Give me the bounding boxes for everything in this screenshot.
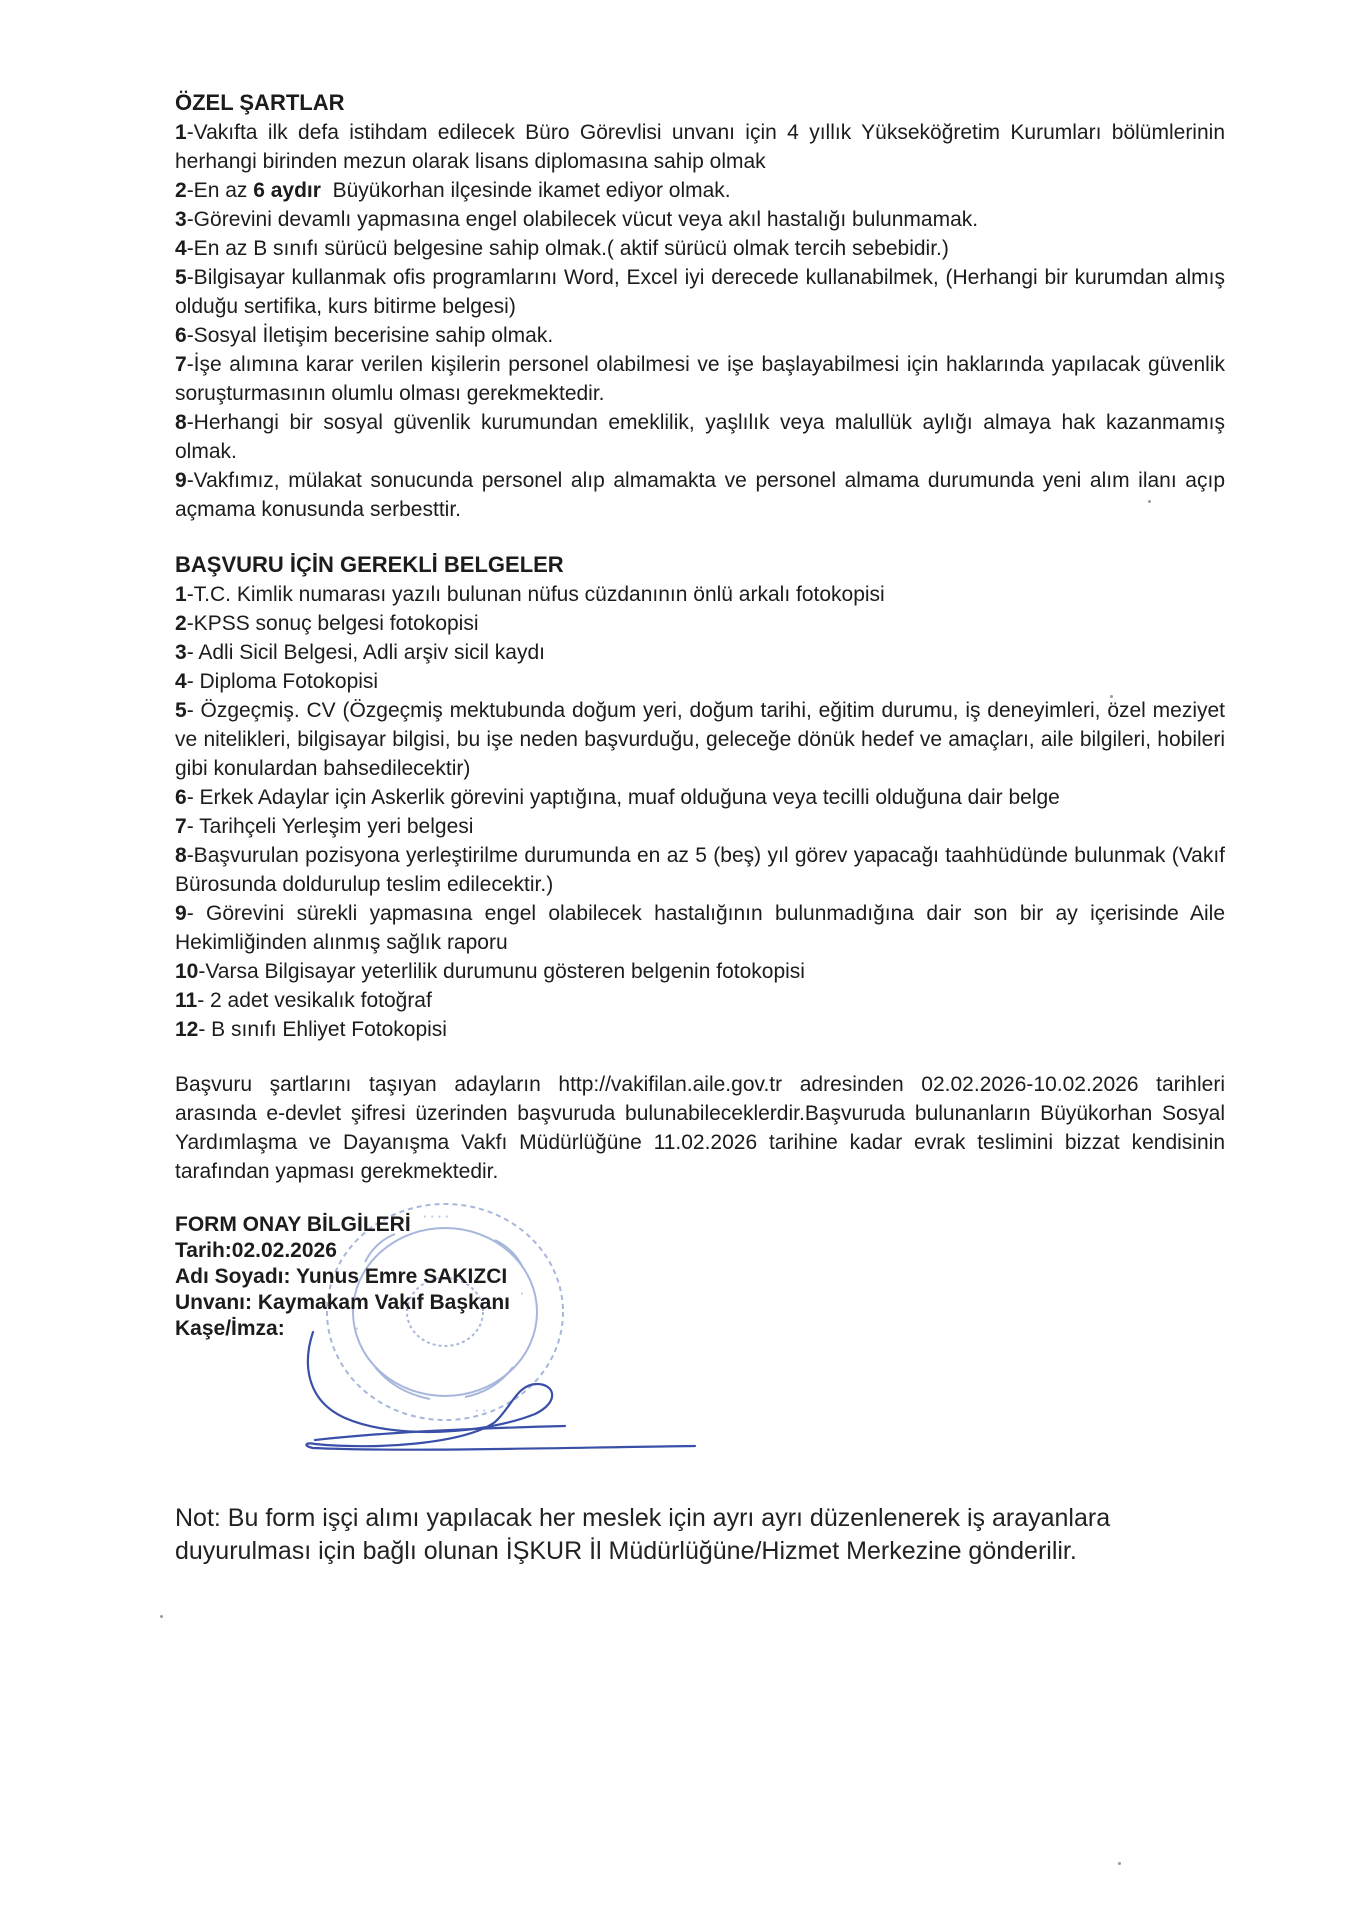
special-conditions-title: ÖZEL ŞARTLAR — [175, 90, 345, 115]
special-condition-item: 3-Görevini devamlı yapmasına engel olabilecek vücut veya akıl hastalığı bulunmamak. — [175, 208, 979, 231]
required-document-item: 9- Görevini sürekli yapmasına engel olabilecek hastalığının bulunmadığına dair son bir ay içerisinde Aile Hekimliğinden alınmış sağlık raporu — [175, 902, 1225, 954]
special-condition-item: 2-En az 6 aydır Büyükorhan ilçesinde ikamet ediyor olmak. — [175, 179, 731, 202]
special-condition-item: 4-En az B sınıfı sürücü belgesine sahip olmak.( aktif sürücü olmak tercih sebebidir.) — [175, 237, 949, 260]
scan-speck — [160, 1615, 163, 1618]
form-note: Not: Bu form işçi alımı yapılacak her meslek için ayrı ayrı düzenlenerek iş arayanlara duyurulması için bağlı olunan İŞKUR İl Müdürlüğüne/Hizmet Merkezine gönderilir. — [175, 1504, 1111, 1565]
svg-text:·: · — [520, 1289, 524, 1300]
form-approval-block — [175, 1212, 1225, 1417]
required-document-item: 1-T.C. Kimlik numarası yazılı bulunan nüfus cüzdanının önlü arkalı fotokopisi — [175, 583, 885, 606]
special-condition-item: 8-Herhangi bir sosyal güvenlik kurumundan emeklilik, yaşlılık veya malullük aylığı almaya hak kazanmamış olmak. — [175, 411, 1225, 463]
required-document-item: 10-Varsa Bilgisayar yeterlilik durumunu gösteren belgenin fotokopisi — [175, 960, 805, 983]
required-document-item: 7- Tarihçeli Yerleşim yeri belgesi — [175, 815, 474, 838]
special-condition-item: 5-Bilgisayar kullanmak ofis programlarını Word, Excel iyi derecede kullanabilmek, (Herhangi bir kurumdan almış olduğu sertifika, kurs bitirme belgesi) — [175, 266, 1225, 318]
form-date-line: Tarih:02.02.2026 — [175, 1239, 337, 1262]
special-condition-item: 6-Sosyal İletişim becerisine sahip olmak. — [175, 324, 554, 347]
scan-speck — [1148, 500, 1151, 503]
svg-text:·: · — [355, 1324, 359, 1335]
required-document-item: 3- Adli Sicil Belgesi, Adli arşiv sicil kaydı — [175, 641, 545, 664]
required-document-item: 4- Diploma Fotokopisi — [175, 670, 379, 693]
special-condition-item: 1-Vakıfta ilk defa istihdam edilecek Büro Görevlisi unvanı için 4 yıllık Yükseköğretim Kurumları bölümlerinin herhangi birinden mezun olarak lisans diplomasına sahip olmak — [175, 121, 1225, 173]
required-document-item: 2-KPSS sonuç belgesi fotokopisi — [175, 612, 479, 635]
form-approval-title: FORM ONAY BİLGİLERİ — [175, 1213, 411, 1236]
application-notice: Başvuru şartlarını taşıyan adayların http://vakifilan.aile.gov.tr adresinden 02.02.2026-10.02.2026 tarihleri arasında e-devlet şifresi üzerinden başvuruda bulunabileceklerdir.Başvuruda bulunanların Büyükorhan Sosyal Yardımlaşma ve Dayanışma Vakfı Müdürlüğüne 11.02.2026 tarihine kadar evrak teslimini bizzat kendisinin tarafından yapması gerekmektedir. — [175, 1073, 1225, 1183]
special-condition-item: 7-İşe alımına karar verilen kişilerin personel olabilmesi ve işe başlayabilmesi için haklarında yapılacak güvenlik soruşturmasının olumlu olması gerekmektedir. — [175, 353, 1225, 405]
form-stamp-line: Kaşe/İmza: — [175, 1317, 285, 1340]
required-document-item: 6- Erkek Adaylar için Askerlik görevini yaptığına, muaf olduğuna veya tecilli olduğuna dair belge — [175, 786, 1060, 809]
section-spacer — [175, 524, 1225, 550]
required-document-item: 12- B sınıfı Ehliyet Fotokopisi — [175, 1018, 447, 1041]
required-document-item: 5- Özgeçmiş. CV (Özgeçmiş mektubunda doğum yeri, doğum tarihi, eğitim durumu, iş deneyimleri, özel meziyet ve nitelikleri, bilgisayar bilgisi, bu işe neden başvurduğu, geleceğe dönük hedef ve amaçları, aile bilgileri, hobileri gibi konulardan bahsedilecektir) — [175, 699, 1225, 780]
form-title-line: Unvanı: Kaymakam Vakıf Başkanı — [175, 1291, 511, 1314]
scan-speck — [1110, 695, 1113, 698]
handwritten-signature — [285, 1322, 705, 1462]
section-spacer — [175, 1044, 1225, 1070]
svg-text:· · · ·: · · · · — [423, 1212, 449, 1223]
form-name-line: Adı Soyadı: Yunus Emre SAKIZCI — [175, 1265, 508, 1288]
required-document-item: 8-Başvurulan pozisyona yerleştirilme durumunda en az 5 (beş) yıl görev yapacağı taahhüdünde bulunmak (Vakıf Bürosunda doldurulup teslim edilecektir.) — [175, 844, 1225, 896]
required-document-item: 11- 2 adet vesikalık fotoğraf — [175, 989, 432, 1012]
svg-text:· ·: · · — [475, 1406, 487, 1417]
scan-speck — [1118, 1862, 1121, 1865]
special-condition-item: 9-Vakfımız, mülakat sonucunda personel alıp almamakta ve personel almama durumunda yeni alım ilanı açıp açmama konusunda serbesttir. — [175, 469, 1225, 521]
document-content — [175, 88, 1225, 1593]
required-documents-title: BAŞVURU İÇİN GEREKLİ BELGELER — [175, 552, 564, 577]
